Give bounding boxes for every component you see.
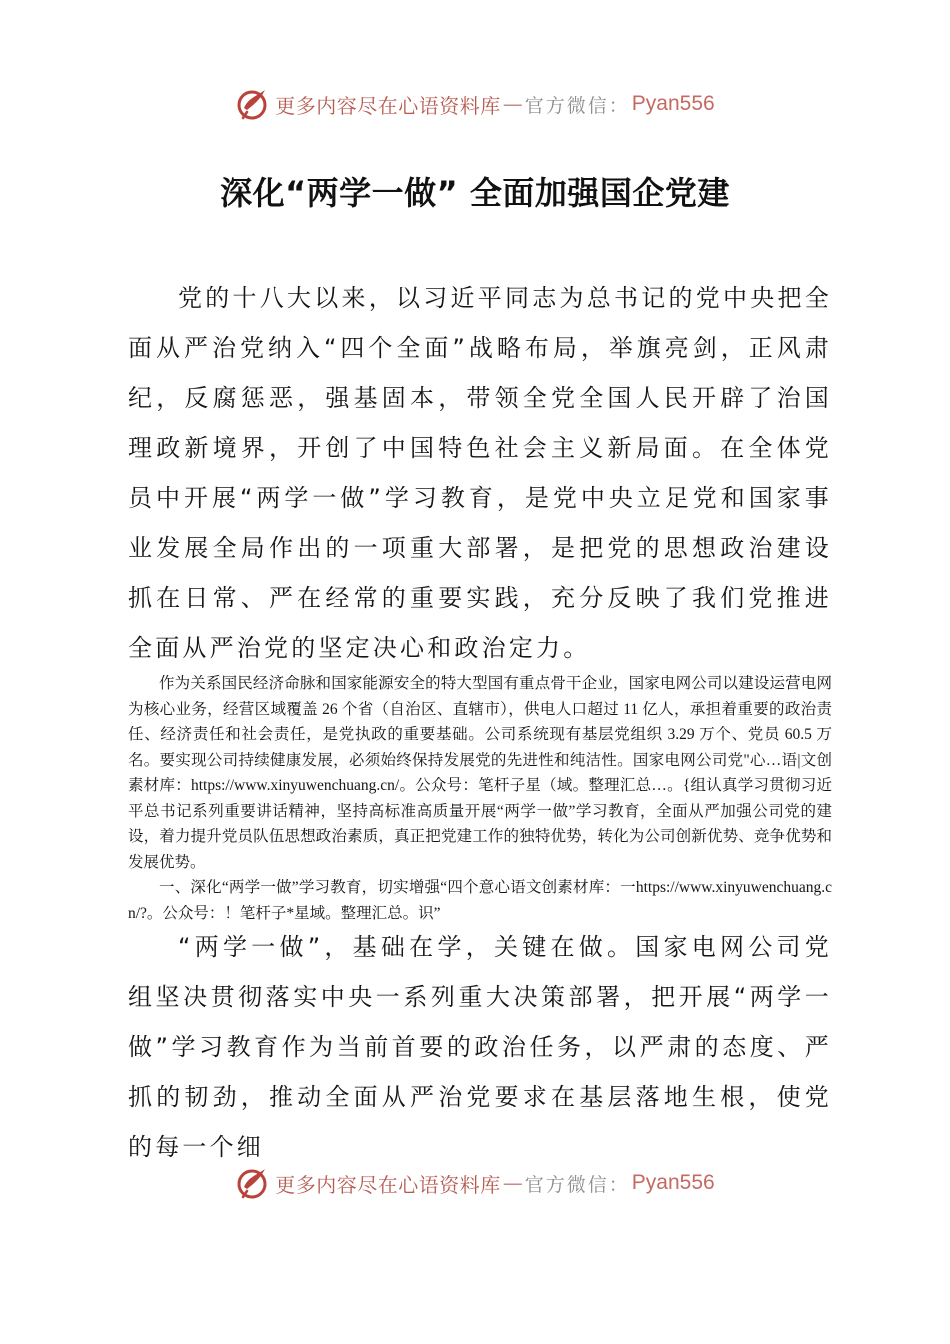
body-paragraph-company: 作为关系国民经济命脉和国家能源安全的特大型国有重点骨干企业，国家电网公司以建设运营电网为核心业务，经营区域覆盖 26 个省（自治区、直辖市），供电人口超过 11 亿人，承担着重要的政治责任、经济责任和社会责任，是党执政的重要基础。公司系统现有基层党组织 3.29 万个、党员 60.5 万名。要实现公司持续健康发展，必须始终保持发展党的先进性和纯洁性。国家电网公司党"心…语|文创素材库：https://www.xinyuwenchuang.cn/。公众号：笔杆子星（域。整理汇总…。{组认真学习贯彻习近平总书记系列重要讲话精神，坚持高标准高质量开展“两学一做”学习教育，全面从严加强公司党的建设，着力提升党员队伍思想政治素质，真正把党建工作的独特优势，转化为公司创新优势、竞争优势和发展优势。 (128, 675, 832, 871)
quill-swirl-logo-icon (235, 86, 271, 122)
banner-main-text: 更多内容尽在心语资料库 (275, 1172, 501, 1197)
body-paragraph-section-heading: 一、深化“两学一做”学习教育，切实增强“四个意心语文创素材库：一https://www.xinyuwenchuang.cn/?。公众号：！笔杆子*星域。整理汇总。识” (128, 879, 832, 922)
banner-dash: — (502, 1171, 523, 1195)
document-title: 深化“两学一做” 全面加强国企党建 (220, 174, 730, 212)
banner-wechat-label: 官方微信： (524, 1173, 630, 1196)
body-paragraph-intro: 党的十八大以来，以习近平同志为总书记的党中央把全面从严治党纳入“四个全面”战略布局，举旗亮剑，正风肃纪，反腐惩恶，强基固本，带领全党全国人民开辟了治国理政新境界，开创了中国特色社会主义新局面。在全体党员中开展“两学一做”学习教育，是党中央立足党和国家事业发展全局作出的一项重大部署，是把党的思想政治建设抓在日常、严在经常的重要实践，充分反映了我们党推进全面从严治党的坚定决心和政治定力。 (128, 284, 832, 662)
banner-main-text: 更多内容尽在心语资料库 (275, 93, 501, 118)
footer-watermark-banner (0, 1163, 950, 1203)
banner-wechat-id: Pyan556 (631, 92, 715, 115)
body-paragraph-study: “两学一做”，基础在学，关键在做。国家电网公司党组坚决贯彻落实中央一系列重大决策部署，把开展“两学一做”学习教育作为当前首要的政治任务，以严肃的态度、严抓的韧劲，推动全面从严治党要求在基层落地生根，使党的每一个细 (128, 933, 832, 1161)
banner-wechat-label: 官方微信： (524, 94, 630, 117)
quill-swirl-logo-icon (235, 1165, 271, 1201)
header-watermark-banner (0, 84, 950, 124)
banner-wechat-id: Pyan556 (631, 1171, 715, 1194)
banner-dash: — (502, 92, 523, 116)
